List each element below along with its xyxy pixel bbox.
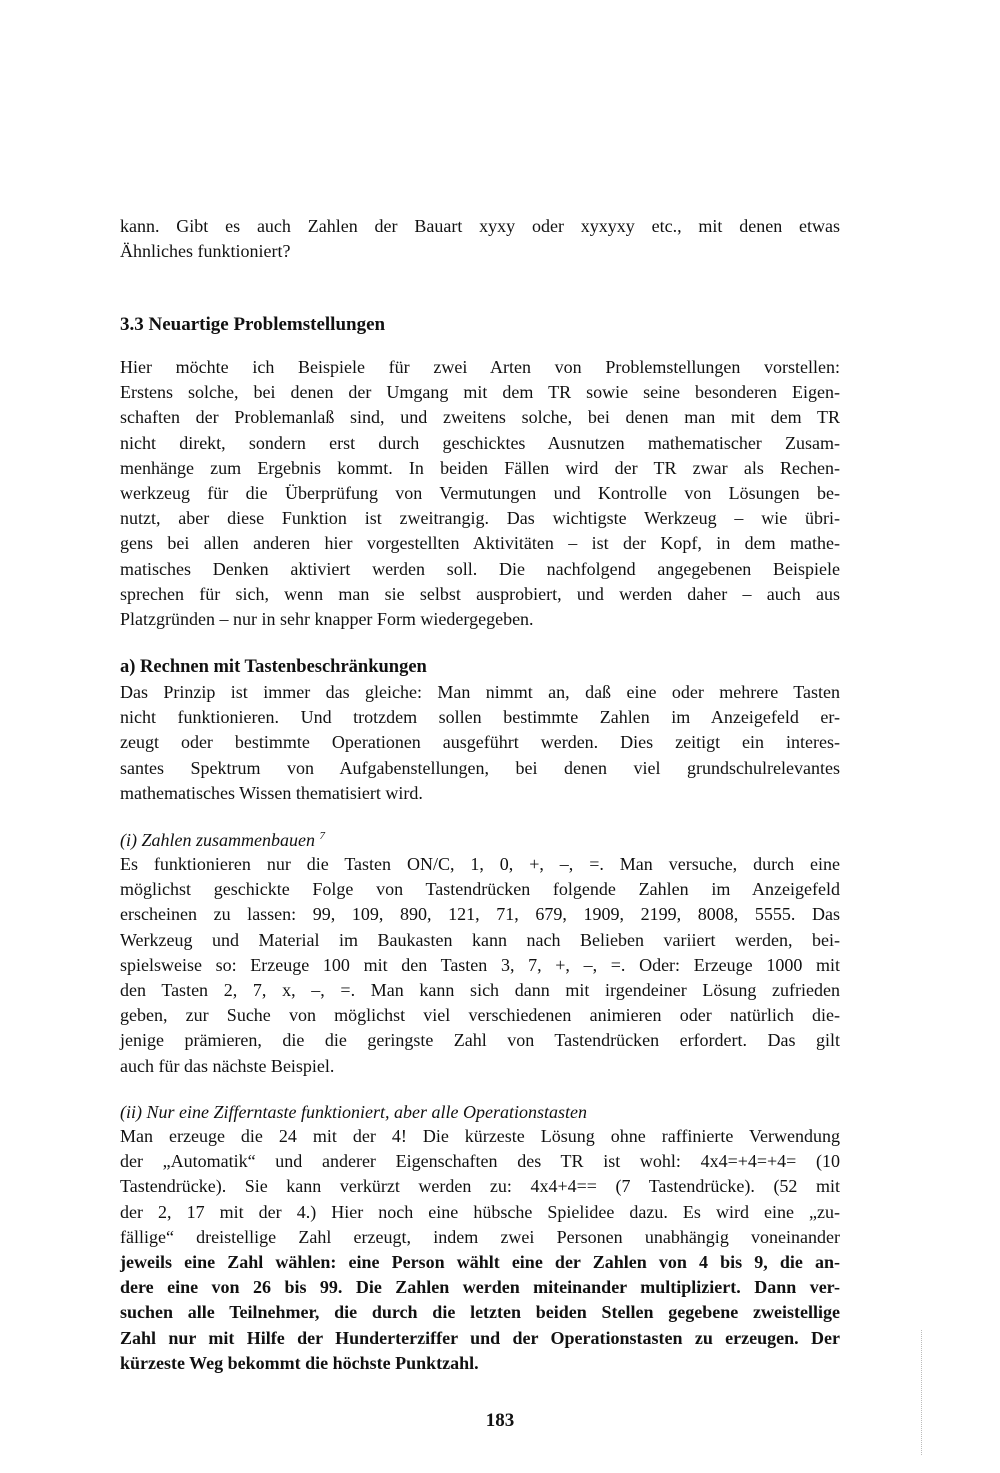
text-line: zeugt oder bestimmte Operationen ausgeführt werden. Dies zeitigt ein interes- <box>120 732 840 753</box>
text-line: Ähnliches funktioniert? <box>120 241 291 262</box>
example-ii-heading: (ii) Nur eine Zifferntaste funktioniert, aber alle Operationstasten <box>120 1102 587 1122</box>
section-heading: 3.3 Neuartige Problemstellungen <box>120 314 386 335</box>
intro-paragraph <box>120 214 840 264</box>
text-line: mathematisches Wissen thematisiert wird. <box>120 782 423 803</box>
text-line: erscheinen zu lassen: 99, 109, 890, 121, 71, 679, 1909, 2199, 8008, 5555. Das <box>120 904 840 925</box>
text-line: Es funktionieren nur die Tasten ON/C, 1, 0, +, –, =. Man versuche, durch eine <box>120 854 840 874</box>
example-i-paragraph <box>120 852 840 1079</box>
text-line: suchen alle Teilnehmer, die durch die letzten beiden Stellen gegebene zweistellige <box>120 1302 840 1323</box>
text-line: menhänge zum Ergebnis kommt. In beiden Fällen wird der TR zwar als Rechen- <box>120 457 840 478</box>
text-line: der 2, 17 mit der 4.) Hier noch eine hübsche Spielidee dazu. Es wird eine „zu- <box>120 1201 840 1222</box>
text-line: matisches Denken aktiviert werden soll. Die nachfolgend angegebenen Beispiele <box>120 558 840 579</box>
text-line: gens bei allen anderen hier vorgestellten Aktivitäten – ist der Kopf, in dem mathe- <box>120 533 840 554</box>
text-line: geben, zur Suche von möglichst viel verschiedenen animieren oder natürlich die- <box>120 1005 840 1026</box>
text-line: Man erzeuge die 24 mit der 4! Die kürzeste Lösung ohne raffinierte Verwendung <box>120 1126 840 1146</box>
footnote-marker: 7 <box>319 830 325 842</box>
text-line: nutzt, aber diese Funktion ist zweitrangig. Das wichtigste Werkzeug – wie übri- <box>120 508 840 529</box>
text-line: den Tasten 2, 7, x, –, =. Man kann sich dann mit irgendeiner Lösung zufrieden <box>120 980 840 1001</box>
text-line: fällige“ dreistellige Zahl erzeugt, indem zwei Personen unabhängig voneinander <box>120 1226 840 1247</box>
text-line: dere eine von 26 bis 99. Die Zahlen werden miteinander multipliziert. Dann ver- <box>120 1277 840 1298</box>
text-line: schaften der Problemanlaß sind, und zweitens solche, bei denen man mit dem TR <box>120 407 840 428</box>
text-line: Das Prinzip ist immer das gleiche: Man nimmt an, daß eine oder mehrere Tasten <box>120 682 840 702</box>
example-i-heading <box>120 828 840 853</box>
text-line: werkzeug für die Überprüfung von Vermutungen und Kontrolle von Lösungen be- <box>120 483 840 504</box>
text-line: nicht direkt, sondern erst durch geschicktes Ausnutzen mathematischer Zusam- <box>120 432 840 453</box>
text-line: Erstens solche, bei denen der Umgang mit dem TR sowie seine besonderen Eigen- <box>120 382 840 403</box>
example-i-title: (i) Zahlen zusammenbauen <box>120 830 315 850</box>
text-line: jenige prämieren, die die geringste Zahl von Tastendrücken erfordert. Das gilt <box>120 1030 840 1051</box>
text-line: kürzeste Weg bekommt die höchste Punktzahl. <box>120 1352 479 1373</box>
example-ii-paragraph <box>120 1124 840 1376</box>
text-line: jeweils eine Zahl wählen: eine Person wählt eine der Zahlen von 4 bis 9, die an- <box>120 1252 840 1273</box>
text-line: santes Spektrum von Aufgabenstellungen, bei denen viel grundschulrelevantes <box>120 757 840 778</box>
text-line: Platzgründen – nur in sehr knapper Form wiedergegeben. <box>120 609 534 630</box>
text-line: Zahl nur mit Hilfe der Hunderterziffer und der Operationstasten zu erzeugen. Der <box>120 1327 840 1348</box>
text-line: spielsweise so: Erzeuge 100 mit den Tasten 3, 7, +, –, =. Oder: Erzeuge 1000 mit <box>120 954 840 975</box>
text-line: Werkzeug und Material im Baukasten kann nach Belieben variiert werden, bei- <box>120 929 840 950</box>
text-line: der „Automatik“ und anderer Eigenschaften des TR ist wohl: 4x4=+4=+4= (10 <box>120 1151 840 1172</box>
scan-edge-artifact <box>921 1330 923 1455</box>
text-line: möglichst geschickte Folge von Tastendrücken folgende Zahlen im Anzeigefeld <box>120 879 840 900</box>
text-line: Hier möchte ich Beispiele für zwei Arten von Problemstellungen vorstellen: <box>120 357 840 377</box>
text-line: Tastendrücke). Sie kann verkürzt werden zu: 4x4+4== (7 Tastendrücke). (52 mit <box>120 1176 840 1197</box>
text-line: sprechen für sich, wenn man sie selbst ausprobiert, und werden daher – auch aus <box>120 583 840 604</box>
subsection-a-heading: a) Rechnen mit Tastenbeschränkungen <box>120 657 427 677</box>
text-line: kann. Gibt es auch Zahlen der Bauart xyxy oder xyxyxy etc., mit denen etwas <box>120 216 840 236</box>
page-number: 183 <box>485 1410 515 1431</box>
section-paragraph <box>120 355 840 632</box>
text-line: auch für das nächste Beispiel. <box>120 1055 335 1076</box>
subsection-a-paragraph <box>120 680 840 806</box>
text-line: nicht funktionieren. Und trotzdem sollen bestimmte Zahlen im Anzeigefeld er- <box>120 707 840 728</box>
